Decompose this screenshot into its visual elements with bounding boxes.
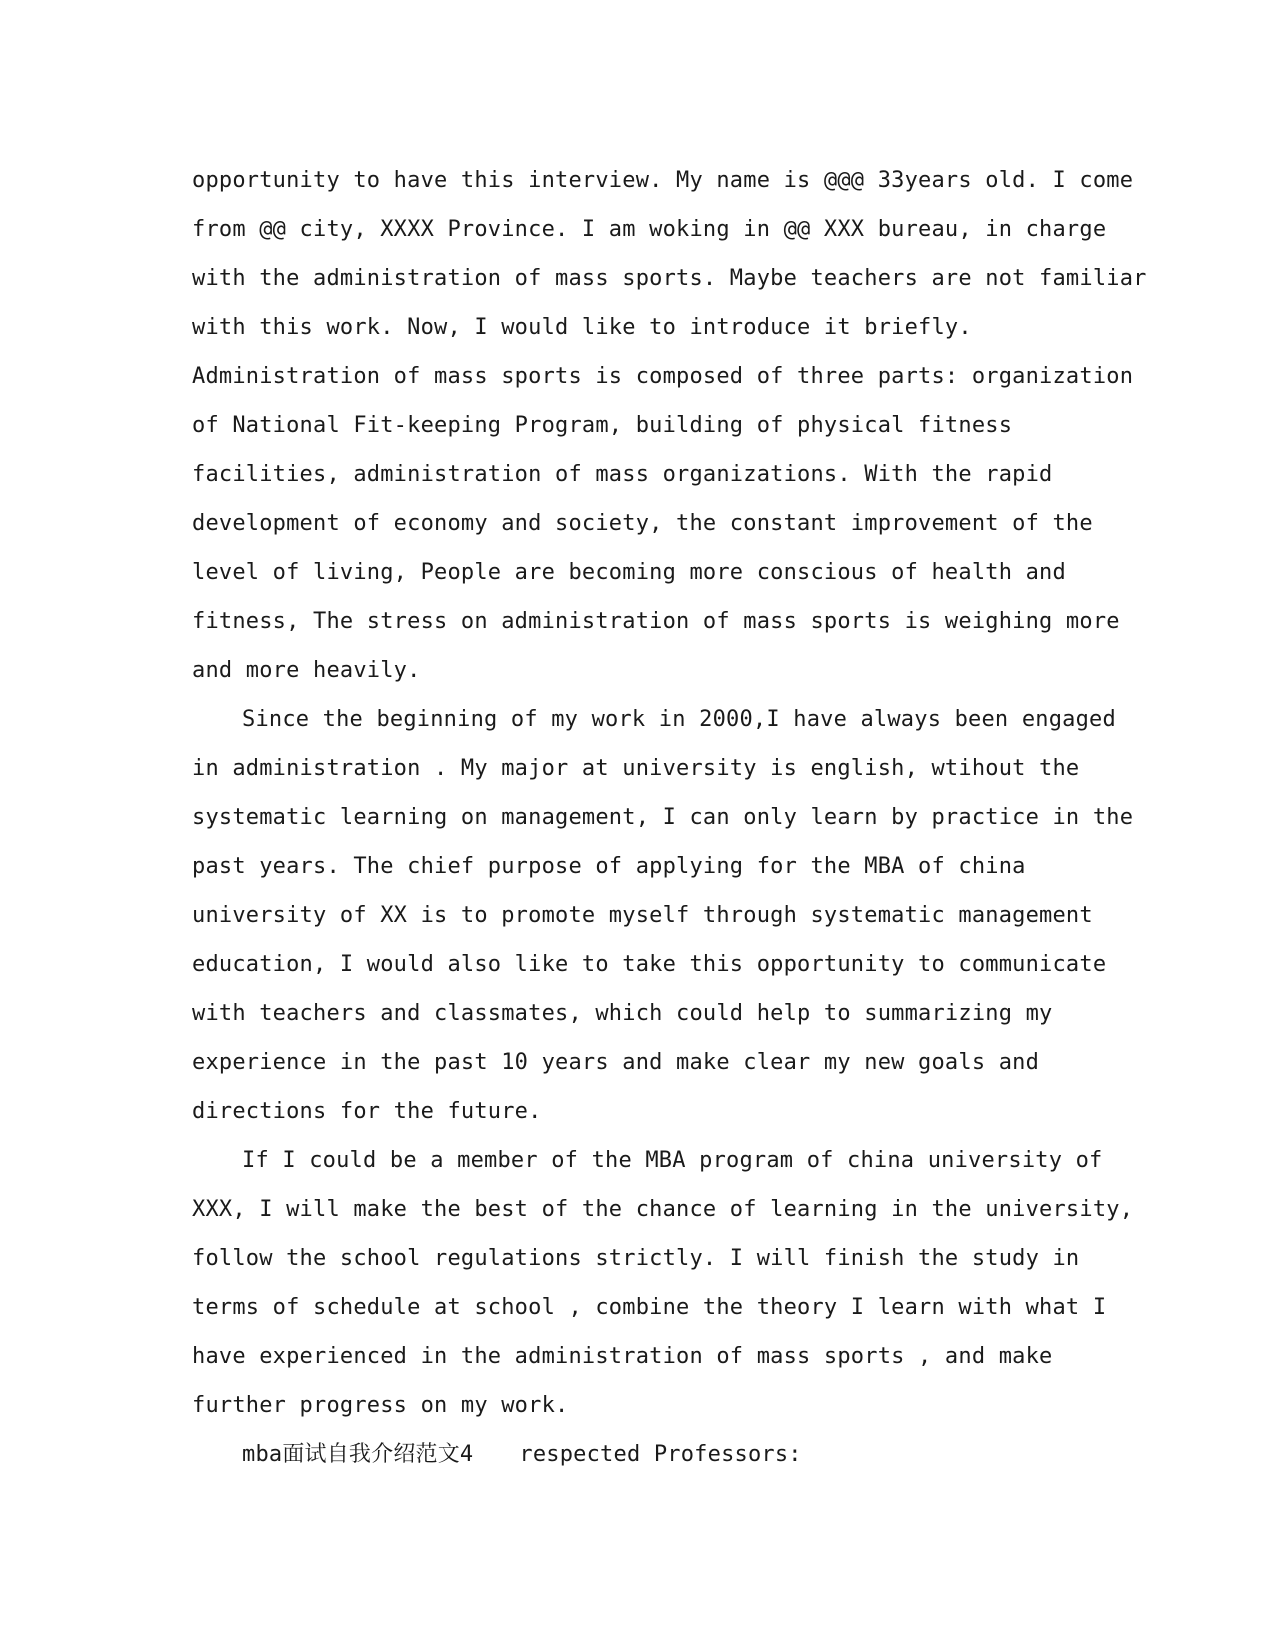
text-line: development of economy and society, the constant improvement of the [192, 511, 1093, 536]
text-line: education, I would also like to take this opportunity to communicate [192, 952, 1107, 977]
text-line: with teachers and classmates, which could help to summarizing my [192, 1001, 1053, 1026]
text-line: university of XX is to promote myself through systematic management [192, 903, 1093, 928]
text-line: Administration of mass sports is composed of three parts: organization [192, 364, 1134, 389]
text-line: level of living, People are becoming more conscious of health and [192, 560, 1066, 585]
text-line: from @@ city, XXXX Province. I am woking in @@ XXX bureau, in charge [192, 217, 1107, 242]
text-line: follow the school regulations strictly. I will finish the study in [192, 1246, 1080, 1271]
text-line: of National Fit-keeping Program, building of physical fitness [192, 413, 1013, 438]
text-line: further progress on my work. [192, 1393, 569, 1418]
paragraph-first-line: Since the beginning of my work in 2000,I have always been engaged [242, 707, 1116, 732]
text-line: have experienced in the administration of mass sports , and make [192, 1344, 1053, 1369]
text-line: systematic learning on management, I can only learn by practice in the [192, 805, 1134, 830]
text-line: directions for the future. [192, 1099, 542, 1124]
text-line: with the administration of mass sports. Maybe teachers are not familiar [192, 266, 1147, 291]
text-line: terms of schedule at school , combine the theory I learn with what I [192, 1295, 1107, 1320]
document-body [192, 156, 1147, 1479]
text-line: with this work. Now, I would like to introduce it briefly. [192, 315, 972, 340]
text-line: fitness, The stress on administration of mass sports is weighing more [192, 609, 1120, 634]
greeting-text: respected Professors: [519, 1442, 802, 1467]
text-line: and more heavily. [192, 658, 421, 683]
section-heading: mba面试自我介绍范文4 [242, 1442, 474, 1467]
text-line: opportunity to have this interview. My name is @@@ 33years old. I come [192, 168, 1134, 193]
text-line: experience in the past 10 years and make clear my new goals and [192, 1050, 1040, 1075]
text-line: in administration . My major at university is english, wtihout the [192, 756, 1080, 781]
text-line: past years. The chief purpose of applying for the MBA of china [192, 854, 1026, 879]
section-heading-line [192, 1430, 1092, 1479]
text-line: facilities, administration of mass organizations. With the rapid [192, 462, 1053, 487]
paragraph-first-line: If I could be a member of the MBA program of china university of [242, 1148, 1103, 1173]
text-line: XXX, I will make the best of the chance of learning in the university, [192, 1197, 1134, 1222]
